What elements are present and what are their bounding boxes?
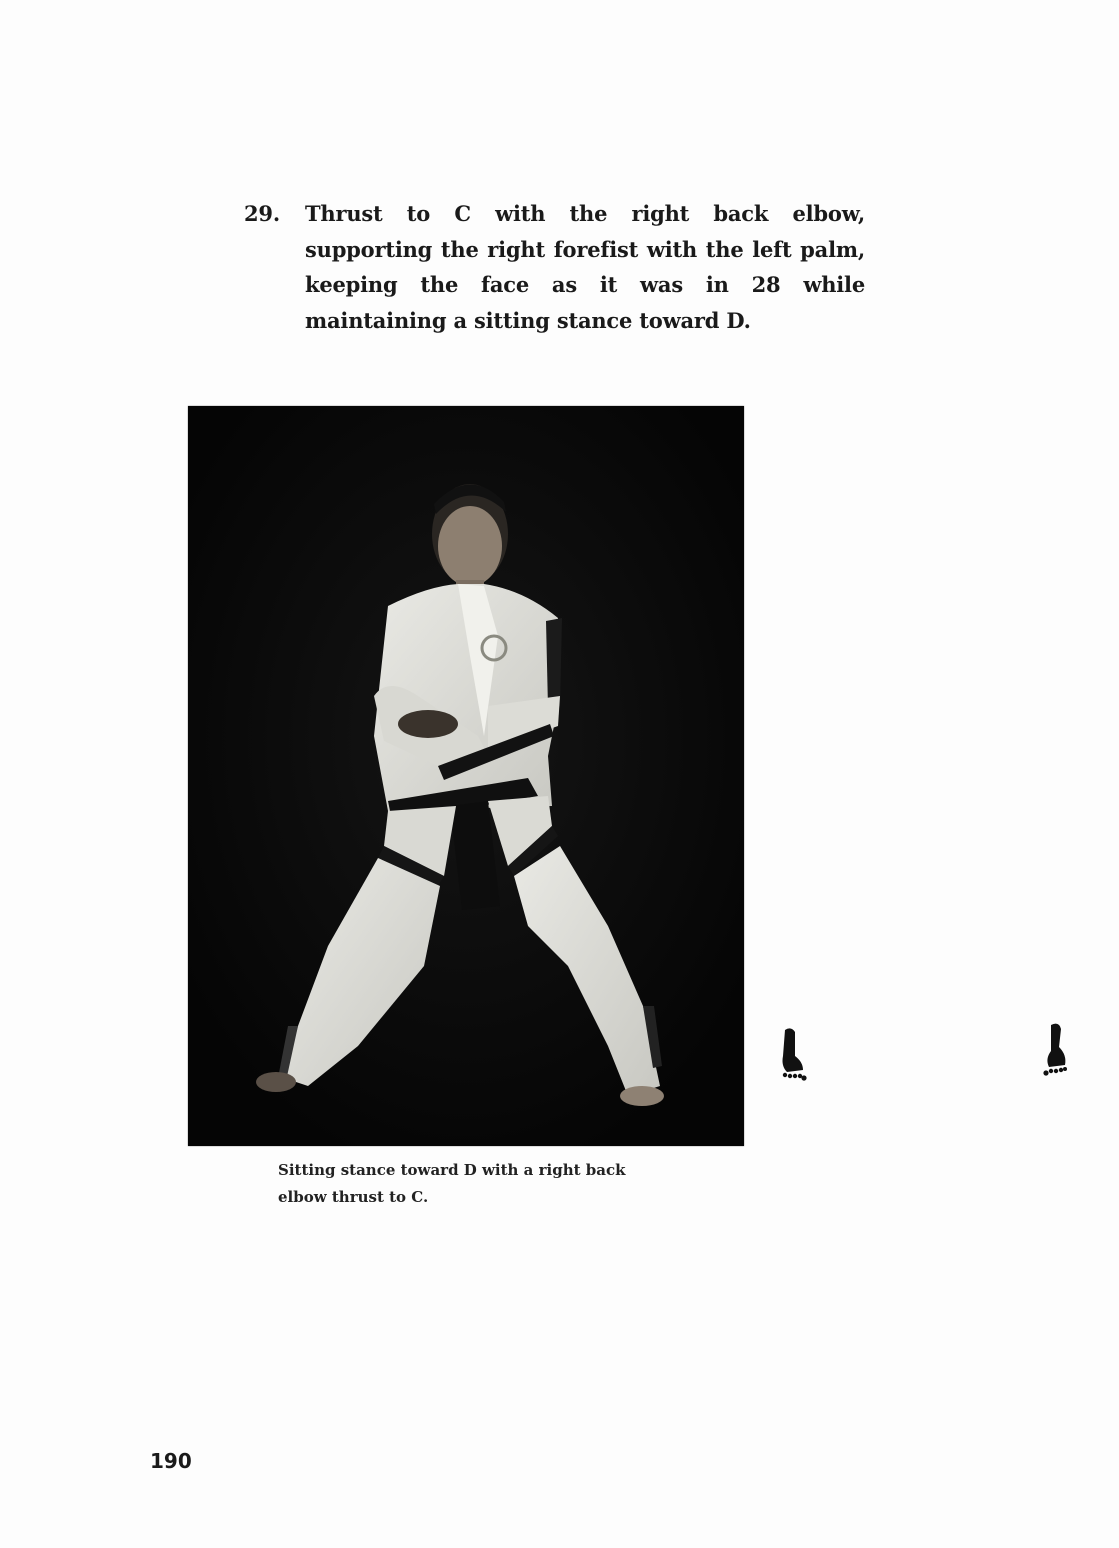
left-footprint-icon — [779, 1026, 807, 1082]
right-footprint-icon — [1041, 1021, 1069, 1077]
step-number: 29. — [244, 201, 280, 226]
photo-caption: Sitting stance toward D with a right back elbow thrust to C. — [278, 1161, 626, 1206]
page-number: 190 — [150, 1449, 192, 1473]
martial-artist-figure — [188, 406, 744, 1146]
step-text: Thrust to C with the right back elbow, supporting the right forefist with the left palm, keeping the face as it was in 28 while maintaining a sitting stance toward D. — [305, 201, 865, 333]
technique-photo — [188, 406, 744, 1146]
